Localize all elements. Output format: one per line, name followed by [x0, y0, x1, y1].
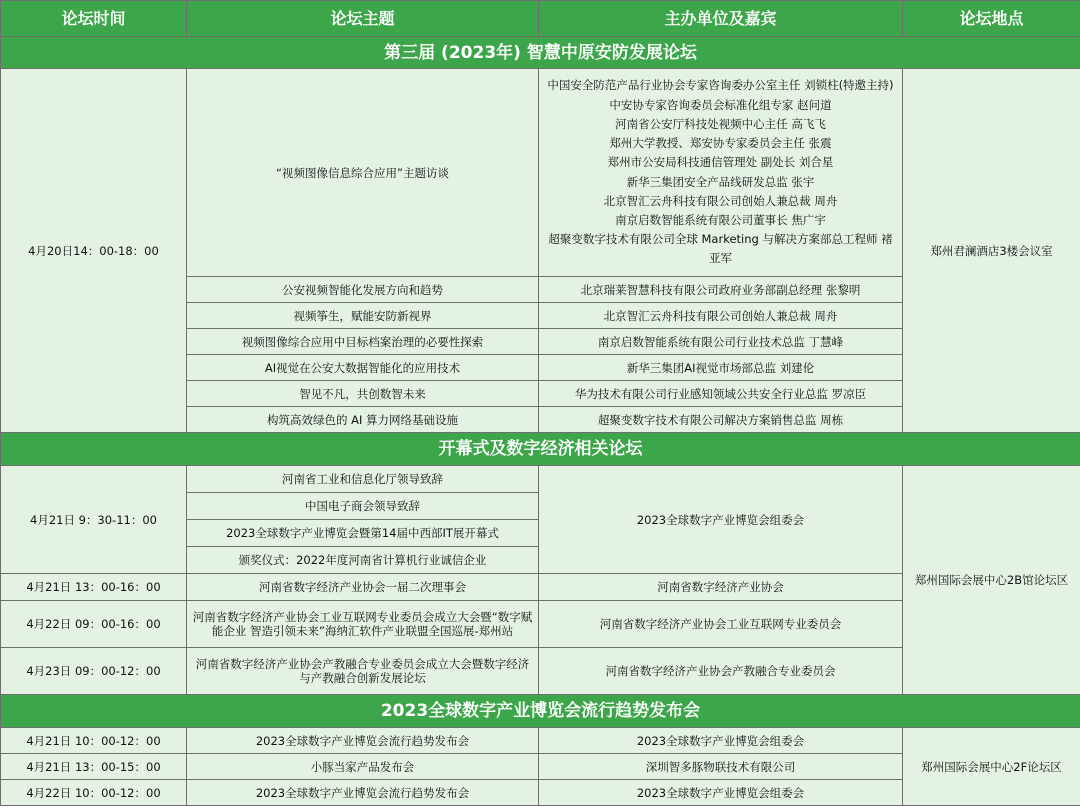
time-cell: 4月21日 13：00-16：00 [1, 574, 187, 601]
topic-cell: 2023全球数字产业博览会暨第14届中西部IT展开幕式 [187, 520, 539, 547]
header-row [1, 1, 1080, 37]
header-location: 论坛地点 [903, 1, 1080, 37]
host-cell: 河南省数字经济产业协会 [539, 574, 903, 601]
guest-list [539, 69, 903, 277]
guest-item: 北京智汇云舟科技有限公司创始人兼总裁 周舟 [603, 193, 838, 208]
topic-cell: 视频筝生，赋能安防新视界 [187, 303, 539, 329]
section-title-row [1, 433, 1080, 466]
topic-cell: 构筑高效绿色的 AI 算力网络基础设施 [187, 407, 539, 433]
time-cell: 4月21日 10：00-12：00 [1, 728, 187, 754]
topic-cell: 2023全球数字产业博览会流行趋势发布会 [187, 728, 539, 754]
topic-cell: “视频图像信息综合应用”主题访谈 [187, 69, 539, 277]
time-cell: 4月21日 13：00-15：00 [1, 754, 187, 780]
topic-cell: 公安视频智能化发展方向和趋势 [187, 277, 539, 303]
guest-item: 郑州市公安局科技通信管理处 副处长 刘合星 [607, 155, 834, 170]
host-cell: 北京瑞莱智慧科技有限公司政府业务部副总经理 张黎明 [539, 277, 903, 303]
section-title-row [1, 37, 1080, 69]
topic-cell: 中国电子商会领导致辞 [187, 493, 539, 520]
topic-cell: AI视觉在公安大数据智能化的应用技术 [187, 355, 539, 381]
guest-item: 新华三集团安全产品线研发总监 张宇 [626, 174, 815, 189]
topic-cell: 河南省数字经济产业协会产教融合专业委员会成立大会暨数字经济与产教融合创新发展论坛 [187, 648, 539, 695]
topic-cell: 河南省数字经济产业协会一届二次理事会 [187, 574, 539, 601]
host-cell: 2023全球数字产业博览会组委会 [539, 728, 903, 754]
host-cell: 2023全球数字产业博览会组委会 [539, 466, 903, 574]
header-time: 论坛时间 [1, 1, 187, 37]
section-title-row [1, 695, 1080, 728]
time-cell: 4月23日 09：00-12：00 [1, 648, 187, 695]
topic-cell: 视频图像综合应用中目标档案治理的必要性探索 [187, 329, 539, 355]
host-cell: 华为技术有限公司行业感知领域公共安全行业总监 罗凉臣 [539, 381, 903, 407]
host-cell: 河南省数字经济产业协会工业互联网专业委员会 [539, 601, 903, 648]
section-title: 开幕式及数字经济相关论坛 [1, 433, 1080, 466]
guest-item: 河南省公安厅科技处视频中心主任 高飞飞 [615, 116, 826, 131]
table-row [1, 466, 1080, 493]
topic-cell: 颁奖仪式：2022年度河南省计算机行业诚信企业 [187, 547, 539, 574]
guest-item: 超聚变数字技术有限公司全球 Marketing 与解决方案部总工程师 褚亚军 [548, 232, 893, 266]
host-cell: 超聚变数字技术有限公司解决方案销售总监 周栋 [539, 407, 903, 433]
guest-item: 郑州大学教授、郑安协专家委员会主任 张震 [609, 136, 832, 151]
topic-cell: 河南省工业和信息化厅领导致辞 [187, 466, 539, 493]
guest-item: 中国安全防范产品行业协会专家咨询委办公室主任 刘锁柱(特邀主持) [547, 78, 894, 93]
table-row [1, 69, 1080, 277]
section-title: 第三届 (2023年) 智慧中原安防发展论坛 [1, 37, 1080, 69]
time-cell: 4月21日 9：30-11：00 [1, 466, 187, 574]
topic-cell: 智见不凡，共创数智未来 [187, 381, 539, 407]
location-cell: 郑州君澜酒店3楼会议室 [903, 69, 1080, 433]
topic-cell: 小豚当家产品发布会 [187, 754, 539, 780]
host-cell: 河南省数字经济产业协会产教融合专业委员会 [539, 648, 903, 695]
guest-item: 南京启数智能系统有限公司董事长 焦广宇 [615, 212, 826, 227]
time-cell: 4月20日14：00-18：00 [1, 69, 187, 433]
topic-cell: 河南省数字经济产业协会工业互联网专业委员会成立大会暨“数字赋能企业 智造引领未来”海纳汇软件产业联盟全国巡展-郑州站 [187, 601, 539, 648]
host-cell: 2023全球数字产业博览会组委会 [539, 780, 903, 806]
host-cell: 新华三集团AI视觉市场部总监 刘建伦 [539, 355, 903, 381]
host-cell: 深圳智多豚物联技术有限公司 [539, 754, 903, 780]
host-cell: 北京智汇云舟科技有限公司创始人兼总裁 周舟 [539, 303, 903, 329]
header-topic: 论坛主题 [187, 1, 539, 37]
header-host: 主办单位及嘉宾 [539, 1, 903, 37]
host-cell: 南京启数智能系统有限公司行业技术总监 丁慧峰 [539, 329, 903, 355]
guest-item: 中安协专家咨询委员会标准化组专家 赵问道 [609, 97, 832, 112]
location-cell: 郑州国际会展中心2B馆论坛区 [903, 466, 1080, 695]
section-title: 2023全球数字产业博览会流行趋势发布会 [1, 695, 1080, 728]
time-cell: 4月22日 10：00-12：00 [1, 780, 187, 806]
table-row [1, 728, 1080, 754]
topic-cell: 2023全球数字产业博览会流行趋势发布会 [187, 780, 539, 806]
location-cell: 郑州国际会展中心2F论坛区 [903, 728, 1080, 806]
time-cell: 4月22日 09：00-16：00 [1, 601, 187, 648]
